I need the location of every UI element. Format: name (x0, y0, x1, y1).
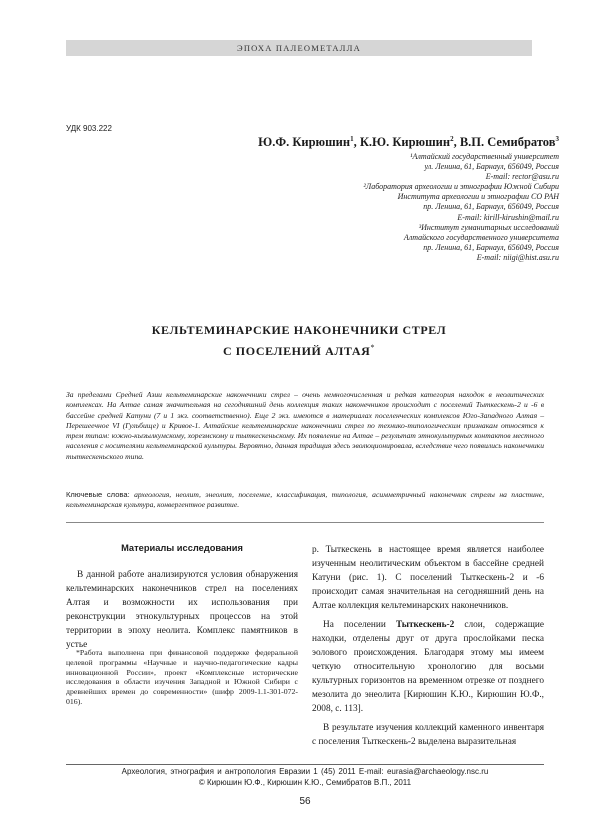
body-paragraph (312, 618, 544, 716)
affiliation-line: пр. Ленина, 61, Барнаул, 656049, Россия (423, 242, 559, 252)
author-2: К.Ю. Кирюшин (359, 135, 451, 150)
site-name-bold: Тыткескень-2 (395, 620, 455, 630)
affiliation-line: пр. Ленина, 61, Барнаул, 656049, Россия (423, 202, 559, 212)
author-1-mark: 1 (350, 135, 354, 143)
author-line: Ю.Ф. Кирюшин$^1$, К.Ю. Кирюшин$^2$, В.П. Семибратов$^3$ (258, 135, 559, 150)
affiliation-line: Алтайского государственного университета (403, 232, 559, 242)
keywords-label: Ключевые слова: (66, 490, 130, 499)
title-line-2-text: С ПОСЕЛЕНИЙ АЛТАЯ (222, 344, 371, 358)
affiliation-line: ¹Алтайский государственный университет (410, 152, 559, 161)
affiliation-email: E-mail: kirill-kirushin@mail.ru (457, 212, 559, 222)
abstract: За пределами Средней Азии кельтеминарские наконечники стрел – очень немногочисленная и редкая категория находок в неолитических комплексах. На Алтае самая значительная на сегодняшний день коллекция таких наконечников происходит с поселений Тыткескень-2 и -6 в бассейне средней Катуни (7 и 1 экз. соответственно). Еще 2 экз. имеются в материалах поселенческих комплексов Юго-Западного Алтая – Перешеечное VI (Гульбище) и Кривое-1. Алтайские кельтеминарские наконечники стрел по технико-типологическим признакам относятся к трем типам: южно-кызылкумскому, хорезмскому и тыткескеньскому. Их появление на Алтае – результат этнокультурных контактов местного населения с носителями кельтеминарской культуры. Вероятно, данная традиция здесь эволюционировала, вследствие чего появились наконечники тыткескеньского типа. (66, 390, 544, 461)
keywords-text: археология, неолит, энеолит, поселение, классификация, типология, асимметричный наконечник стрелы на пластине, кельтеминарская культура, конвергентное развитие. (66, 490, 544, 510)
running-header: ЭПОХА ПАЛЕОМЕТАЛЛА (66, 40, 532, 56)
journal-email: E-mail: eurasia@archaeology.nsc.ru (358, 767, 489, 776)
affiliation-line: ²Лаборатория археологии и этнографии Южной Сибири (363, 182, 559, 192)
affiliation-email: E-mail: niigi@hist.asu.ru (476, 252, 559, 262)
para-text: слои, содержащие находки, отделены друг от друга прослойками песка эолового происхождения. Благодаря этому мы имеем четкую относительную хронологию для восьми культурных горизонтов на временном отрезке от позднего мезолита до энеолита [Кирюшин К.Ю., Кирюшин Ю.Ф., 2008, с. 113]. (312, 620, 545, 714)
title-footnote-mark: * (370, 343, 376, 352)
para-text: На поселении (323, 620, 396, 630)
affiliation-line: ул. Ленина, 61, Барнаул, 656049, Россия (424, 162, 559, 172)
article-title (66, 322, 532, 360)
divider (66, 522, 544, 523)
title-line-2 (66, 339, 532, 360)
footer-divider (66, 764, 544, 765)
author-3-mark: 3 (555, 135, 559, 143)
keywords (66, 490, 544, 511)
body-paragraph-left: В данной работе анализируются условия обнаружения кельтеминарских наконечников стрел на поселениях Алтая и возможности их использования при реконструкции этнокультурных процессов на этой территории в эпоху неолита. Комплекс памятников в устье (66, 570, 298, 650)
affiliation-line: ³Институт гуманитарных исследований (418, 222, 559, 232)
udc-code: УДК 903.222 (66, 124, 112, 133)
body-paragraph: В результате изучения коллекций каменного инвентаря с поселения Тыткескень-2 выделена выразительная (312, 723, 544, 747)
author-3: В.П. Семибратов (459, 135, 556, 150)
affiliations (239, 152, 559, 263)
footnote: *Работа выполнена при финансовой поддержке федеральной целевой программы «Научные и научно-педагогические кадры инновационной России», проект «Комплексные исторические исследования в области изучения Западной и Южной Сибири с древнейших времен до современности» (шифр 2009-1.1-301-072-016). (66, 648, 298, 706)
journal-footer (66, 767, 544, 777)
author-1: Ю.Ф. Кирюшин (258, 135, 351, 150)
copyright: © Кирюшин Ю.Ф., Кирюшин К.Ю., Семибратов В.П., 2011 (198, 778, 412, 787)
affiliation-email: E-mail: rector@asu.ru (485, 172, 559, 182)
page-number: 56 (299, 796, 311, 807)
affiliation-line: Института археологии и этнографии СО РАН (397, 192, 559, 202)
title-line-1: КЕЛЬТЕМИНАРСКИЕ НАКОНЕЧНИКИ СТРЕЛ (151, 323, 447, 337)
section-heading: Материалы исследования (121, 543, 243, 553)
journal-citation: Археология, этнография и антропология Евразии 1 (45) 2011 (121, 767, 356, 776)
author-2-mark: 2 (450, 135, 454, 143)
right-column (312, 543, 544, 754)
body-paragraph: р. Тыткескень в настоящее время является наиболее изученным неолитическим объектом в бассейне средней Катуни (рис. 1). С поселений Тыткескень-2 и -6 происходит самая значительная на сегодняшний день на Алтае коллекция кельтеминарских наконечников. (312, 545, 544, 611)
